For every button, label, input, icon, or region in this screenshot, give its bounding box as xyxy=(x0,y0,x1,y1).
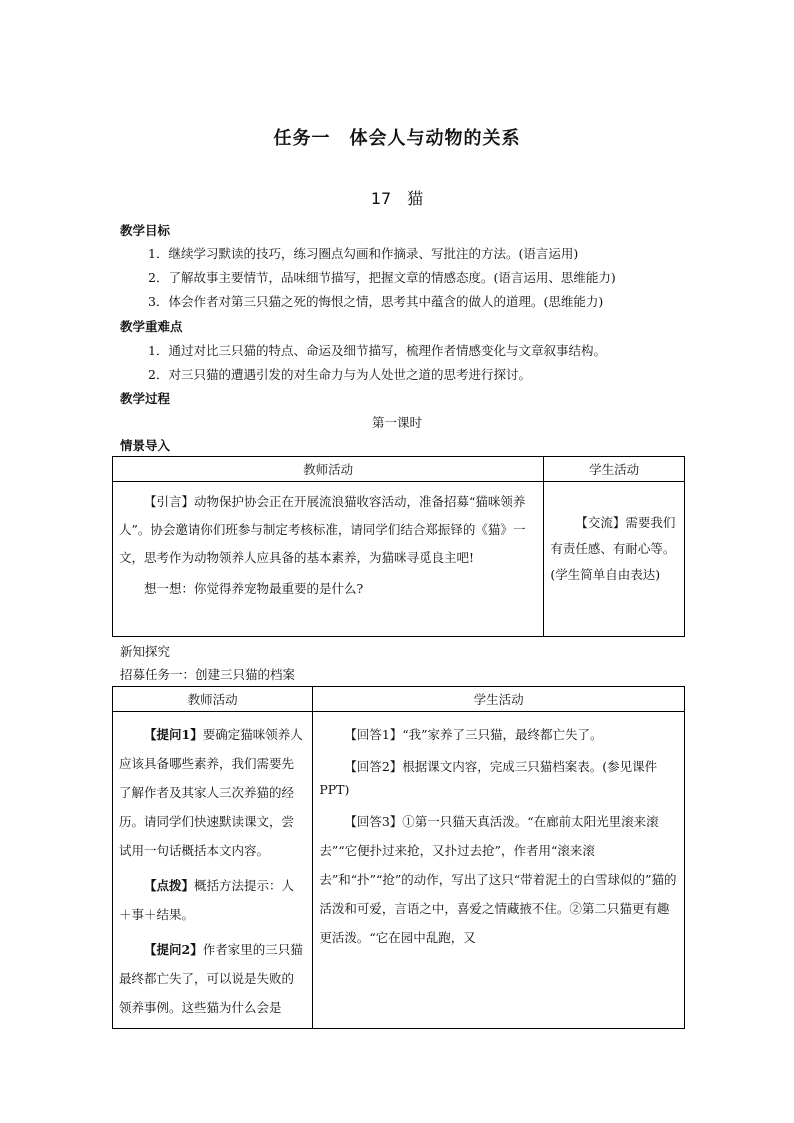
objective-item-2: 2．了解故事主要情节，品味细节描写，把握文章的情感态度。(语言运用、思维能力) xyxy=(148,270,616,285)
scene-intro-heading: 情景导入 xyxy=(120,438,171,453)
question-1-tag: 【提问1】 xyxy=(144,727,203,742)
student-answer-2 xyxy=(319,755,678,801)
key-point-item-2: 2．对三只猫的遭遇引发的对生命力与为人处世之道的思考进行探讨。 xyxy=(148,367,531,382)
hint-tag: 【点拨】 xyxy=(144,878,195,893)
answer-1-text: “我”家养了三只猫，最终都亡失了。 xyxy=(402,727,603,742)
answer-1-tag: 【回答1】 xyxy=(344,727,403,742)
hint-text: 概括方法提示：人＋事＋结果。 xyxy=(119,878,295,922)
recruit-task-heading: 招募任务一：创建三只猫的档案 xyxy=(120,667,296,682)
student-activity-cell-2 xyxy=(313,712,685,1029)
teacher-hint xyxy=(119,871,306,929)
teacher-activity-cell xyxy=(113,482,544,637)
key-point-item-1: 1．通过对比三只猫的特点、命运及细节描写，梳理作者情感变化与文章叙事结构。 xyxy=(148,343,606,358)
question-2-tag: 【提问2】 xyxy=(144,942,203,957)
student-answer-3 xyxy=(319,807,678,952)
student-activity-cell xyxy=(544,482,685,637)
teacher-header-2: 教师活动 xyxy=(113,687,313,712)
teacher-activity-cell-2 xyxy=(113,712,313,1029)
objectives-heading: 教学目标 xyxy=(120,223,171,238)
intro-text: 动物保护协会正在开展流浪猫收容活动，准备招募“猫咪领养人”。协会邀请你们班参与制定考核标准，请同学们结合郑振铎的《猫》一文，思考作为动物领养人应具备的基本素养，为猫咪寻觅良主吧! xyxy=(119,494,526,565)
student-header-2: 学生活动 xyxy=(313,687,685,712)
task-one-activity-table xyxy=(112,686,685,1029)
student-answer-1 xyxy=(319,720,678,749)
student-header: 学生活动 xyxy=(544,457,685,482)
answer-3-tag: 【回答3】 xyxy=(344,814,403,829)
exchange-tag: 【交流】 xyxy=(575,515,626,530)
new-knowledge-heading: 新知探究 xyxy=(120,644,171,659)
answer-2-tag: 【回答2】 xyxy=(344,759,403,774)
key-points-heading: 教学重难点 xyxy=(120,319,183,334)
question-1-text: 要确定猫咪领养人应该具备哪些素养，我们需要先了解作者及其家人三次养猫的经历。请同学们快速默读课文，尝试用一句话概括本文内容。 xyxy=(119,727,303,858)
objective-item-3: 3．体会作者对第三只猫之死的悔恨之情，思考其中蕴含的做人的道理。(思维能力) xyxy=(148,294,604,309)
task-title: 任务一 体会人与动物的关系 xyxy=(273,128,521,149)
teacher-question-1 xyxy=(119,720,306,865)
teacher-question-2 xyxy=(119,935,306,1022)
teacher-header: 教师活动 xyxy=(113,457,544,482)
objective-item-1: 1．继续学习默读的技巧，练习圈点勾画和作摘录、写批注的方法。(语言运用) xyxy=(148,246,579,261)
period-label: 第一课时 xyxy=(371,415,422,430)
exchange-text: 需要我们有责任感、有耐心等。(学生简单自由表达) xyxy=(550,515,676,582)
answer-2-text: 根据课文内容，完成三只猫档案表。(参见课件PPT) xyxy=(319,759,658,797)
think-question: 想一想：你觉得养宠物最重要的是什么? xyxy=(144,581,364,596)
intro-paragraph xyxy=(119,482,537,572)
process-heading: 教学过程 xyxy=(120,391,171,406)
lesson-title: 17 猫 xyxy=(370,189,424,208)
question-2-text: 作者家里的三只猫最终都亡失了，可以说是失败的领养事例。这些猫为什么会是 xyxy=(119,942,303,1015)
answer-3-text: ①第一只猫天真活泼。“在廊前太阳光里滚来滚去”“它便扑过来抢，又扑过去抢”，作者用“滚来滚去”和“扑”“抢”的动作，写出了这只“带着泥土的白雪球似的”猫的活泼和可爱，言语之中，喜爱之情藏掖不住。②第二只猫更有趣更活泼。“它在园中乱跑，又 xyxy=(319,814,677,945)
intro-tag: 【引言】 xyxy=(144,494,195,509)
exchange-paragraph xyxy=(550,482,678,588)
intro-activity-table xyxy=(112,456,685,637)
